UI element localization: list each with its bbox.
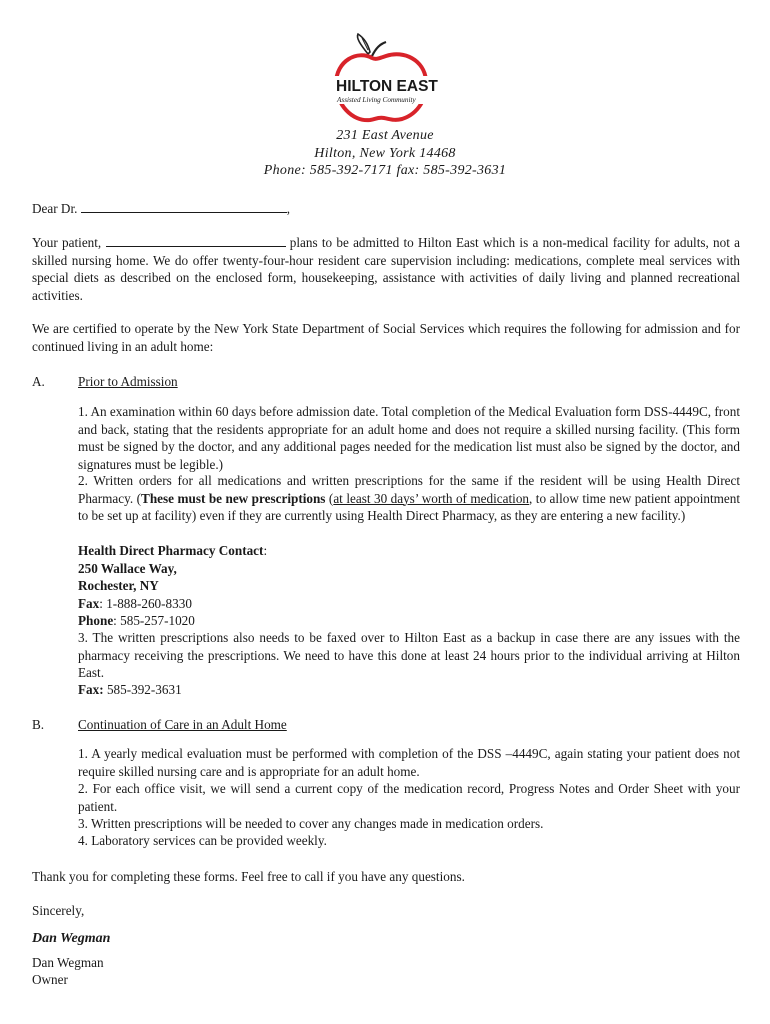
pharmacy-phone-label: Phone xyxy=(78,613,114,628)
logo-name: HILTON EAST xyxy=(336,78,438,95)
certification-paragraph: We are certified to operate by the New York State Department of Social Services which requires the following for admission and for continued living in an adult home: xyxy=(32,321,740,354)
hilton-fax xyxy=(78,681,740,699)
address-city: Hilton, New York 14468 xyxy=(314,145,456,161)
pharmacy-street: 250 Wallace Way, xyxy=(78,560,177,576)
hilton-fax-label: Fax: xyxy=(78,682,104,697)
hilton-east-logo xyxy=(328,32,444,124)
item2-bold: These must be new prescriptions xyxy=(141,490,326,506)
salutation-suffix: , xyxy=(286,201,290,216)
pharmacy-fax-label: Fax xyxy=(78,595,100,611)
section-b-item-4: 4. Laboratory services can be provided weekly. xyxy=(78,833,327,848)
section-a-item-1: 1. An examination within 60 days before admission date. Total completion of the Medical Evaluation form DSS-4449C, front and back, stating that the residents appropriate for an adult home and does not require a skilled nursing facility. (This form must be signed by the doctor, and any additional pages needed for the medication list must also be signed by the doctor, and signatures must be legible.) xyxy=(78,404,740,472)
intro-rest: adults, not a skilled nursing home. We do offer twenty-four-hour resident care supervision including: medications, complete meal services with special diets as described on the enclosed form, housekeeping, assistance with activities of daily living and planned recreational activities. xyxy=(32,235,741,303)
signer-name: Dan Wegman xyxy=(32,955,104,970)
doctor-name-blank[interactable] xyxy=(81,200,287,213)
signer-title: Owner xyxy=(32,972,68,987)
salutation xyxy=(32,200,740,218)
section-a-heading: Prior to Admission xyxy=(78,374,178,389)
section-b-item-3: 3. Written prescriptions will be needed to cover any changes made in medication orders. xyxy=(78,816,544,831)
closing-thanks: Thank you for completing these forms. Feel free to call if you have any questions. xyxy=(32,869,465,884)
address-phone-fax: Phone: 585-392-7171 fax: 585-392-3631 xyxy=(263,163,507,178)
section-b-item-1: 1. A yearly medical evaluation must be performed with completion of the DSS –4449C, again stating your patient does not require skilled nursing care and is appropriate for an adult home. xyxy=(78,746,740,779)
signature: Dan Wegman xyxy=(32,931,111,946)
pharmacy-phone-value: : 585-257-1020 xyxy=(113,613,195,628)
salutation-prefix: Dear Dr. xyxy=(32,201,78,216)
pharmacy-contact-colon: : xyxy=(263,543,268,558)
patient-name-blank[interactable] xyxy=(106,234,286,247)
section-b-heading: Continuation of Care in an Adult Home xyxy=(78,717,287,732)
pharmacy-contact-heading: Health Direct Pharmacy Contact xyxy=(78,543,264,558)
pharmacy-city: Rochester, NY xyxy=(78,578,159,593)
hilton-fax-value: 585-392-3631 xyxy=(103,682,182,697)
pharmacy-contact xyxy=(78,542,740,630)
logo-tagline: Assisted Living Community xyxy=(337,96,416,104)
closing-sincerely: Sincerely, xyxy=(32,903,85,918)
section-a-item-2 xyxy=(78,472,740,525)
item2-mid: ( xyxy=(325,490,334,506)
section-b-item-2: 2. For each office visit, we will send a current copy of the medication record, Progress Notes and Order Sheet with your patient. xyxy=(78,781,740,814)
letterhead-address xyxy=(0,127,770,180)
pharmacy-fax-value: : 1-888-260-8330 xyxy=(99,595,192,611)
intro-paragraph xyxy=(32,234,740,304)
item2-post: , to allow time new patient appointment to be set up at facility) even if they are currently using Health Direct Pharmacy, as they are entering a new facility.) xyxy=(78,490,740,523)
section-a-item-3: 3. The written prescriptions also needs to be faxed over to Hilton East as a backup in case there are any issues with the pharmacy receiving the prescriptions. We need to have this done at least 24 hours prior to the individual arriving at Hilton East. xyxy=(78,630,740,680)
intro-rest-line1: plans to be admitted to Hilton East which is a non-medical facility for xyxy=(289,235,670,250)
section-a-letter: A. xyxy=(32,374,45,389)
item2-text: 2. Written orders for all medications and written prescriptions for the same if the resident will be using Health Direct Pharmacy. ( xyxy=(78,473,740,506)
intro-lead: Your patient, xyxy=(32,235,102,250)
section-b-letter: B. xyxy=(32,717,45,732)
apple-logo-icon xyxy=(328,32,444,124)
address-street: 231 East Avenue xyxy=(336,128,434,143)
item2-underline: at least 30 days’ worth of medication xyxy=(333,490,530,506)
